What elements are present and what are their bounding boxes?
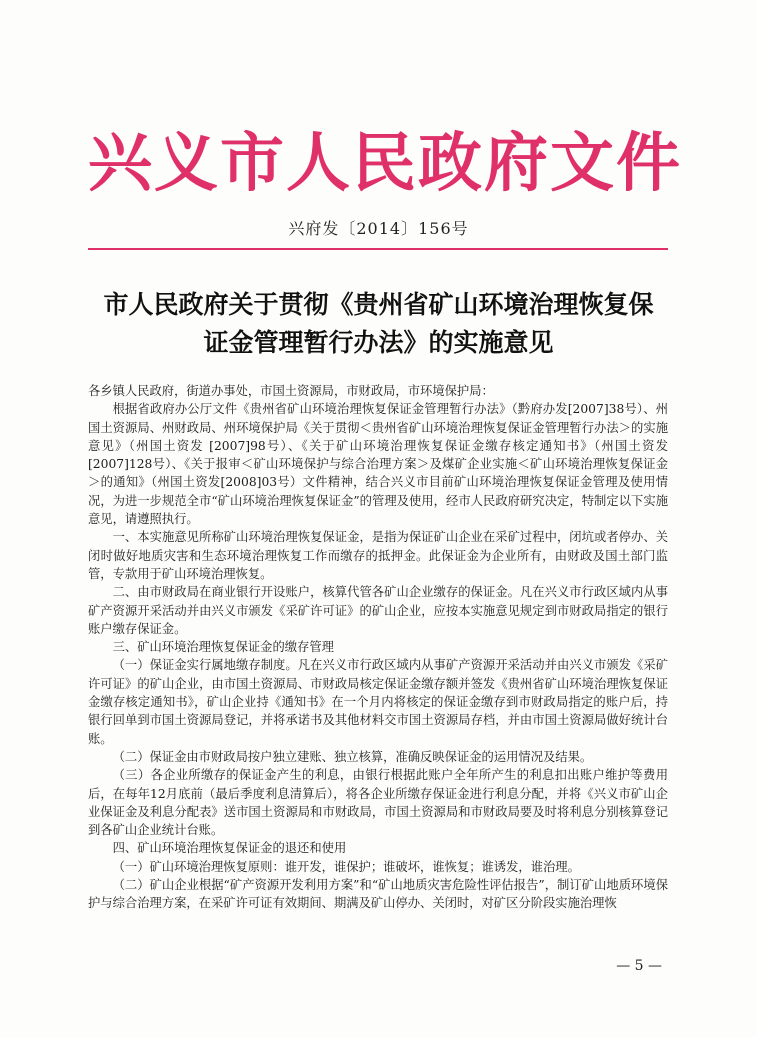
paragraph: （一）保证金实行属地缴存制度。凡在兴义市行政区域内从事矿产资源开采活动并由兴义市颁发《采矿许可证》的矿山企业，由市国土资源局、市财政局核定保证金缴存额并签发《贵州省矿山环境治理恢复保证金缴存核定通知书》，矿山企业持《通知书》在一个月内将核定的保证金缴存到市财政局指定的账户后，持银行回单到市国土资源局登记，并将承诺书及其他材料交市国土资源局存档，并由市国土资源局做好统计台账。 — [88, 658, 668, 746]
masthead-title: 兴义市人民政府文件 — [88, 127, 682, 201]
section-heading: 三、矿山环境治理恢复保证金的缴存管理 — [112, 640, 334, 655]
document-title — [40, 286, 717, 362]
page-number: — 5 — — [616, 958, 662, 974]
paragraph: 二、由市财政局在商业银行开设账户，核算代管各矿山企业缴存的保证金。凡在兴义市行政区域内从事矿产资源开采活动并由兴义市颁发《采矿许可证》的矿山企业，应按本实施意见规定到市财政局指定的银行账户缴存保证金。 — [88, 585, 668, 636]
paragraph: （三）各企业所缴存的保证金产生的利息，由银行根据此账户全年所产生的利息扣出账户维护等费用后，在每年12月底前（最后季度利息清算后），将各企业所缴存保证金进行利息分配，并将《兴义市矿山企业保证金及利息分配表》送市国土资源局和市财政局，市国土资源局和市财政局要及时将利息分别核算登记到各矿山企业统计台账。 — [88, 768, 668, 838]
document-body — [88, 382, 668, 913]
paragraph: 根据省政府办公厅文件《贵州省矿山环境治理恢复保证金管理暂行办法》（黔府办发[2007]38号）、州国土资源局、州财政局、州环境保护局《关于贯彻＜贵州省矿山环境治理恢复保证金管理暂行办法＞的实施意见》（州国土资发 [2007]98号）、《关于矿山环境治理恢复保证金缴存核定通知书》（州国土资发[2007]128号）、《关于报审＜矿山环境保护与综合治理方案＞及煤矿企业实施＜矿山环境治理恢复保证金＞的通知》（州国土资发[2008]03号）文件精神，结合兴义市目前矿山环境治理恢复保证金管理及使用情况，为进一步规范全市“矿山环境治理恢复保证金”的管理及使用，经市人民政府研究决定，特制定以下实施意见，请遵照执行。 — [88, 402, 668, 527]
paragraph: 一、本实施意见所称矿山环境治理恢复保证金，是指为保证矿山企业在采矿过程中，闭坑或者停办、关闭时做好地质灾害和生态环境治理恢复工作而缴存的抵押金。此保证金为企业所有，由财政及国土部门监管，专款用于矿山环境治理恢复。 — [88, 530, 668, 581]
addressee: 各乡镇人民政府，街道办事处，市国土资源局，市财政局，市环境保护局： — [88, 384, 494, 398]
paragraph: （二）保证金由市财政局按户独立建账、独立核算，准确反映保证金的运用情况及结果。 — [112, 749, 593, 764]
paragraph: （二）矿山企业根据“矿产资源开发利用方案”和“矿山地质灾害危险性评估报告”，制订矿山地质环境保护与综合治理方案，在采矿许可证有效期间、期满及矿山停办、关闭时，对矿区分阶段实施治理恢 — [88, 878, 668, 911]
paragraph: （一）矿山环境治理恢复原则：谁开发，谁保护；谁破坏，谁恢复；谁诱发，谁治理。 — [112, 859, 580, 874]
red-divider-line — [88, 248, 668, 250]
section-heading: 四、矿山环境治理恢复保证金的退还和使用 — [112, 841, 347, 856]
document-title-line-2: 证金管理暂行办法》的实施意见 — [203, 328, 554, 357]
document-title-line-1: 市人民政府关于贯彻《贵州省矿山环境治理恢复保 — [103, 290, 654, 319]
document-number: 兴府发〔2014〕156号 — [288, 219, 469, 238]
